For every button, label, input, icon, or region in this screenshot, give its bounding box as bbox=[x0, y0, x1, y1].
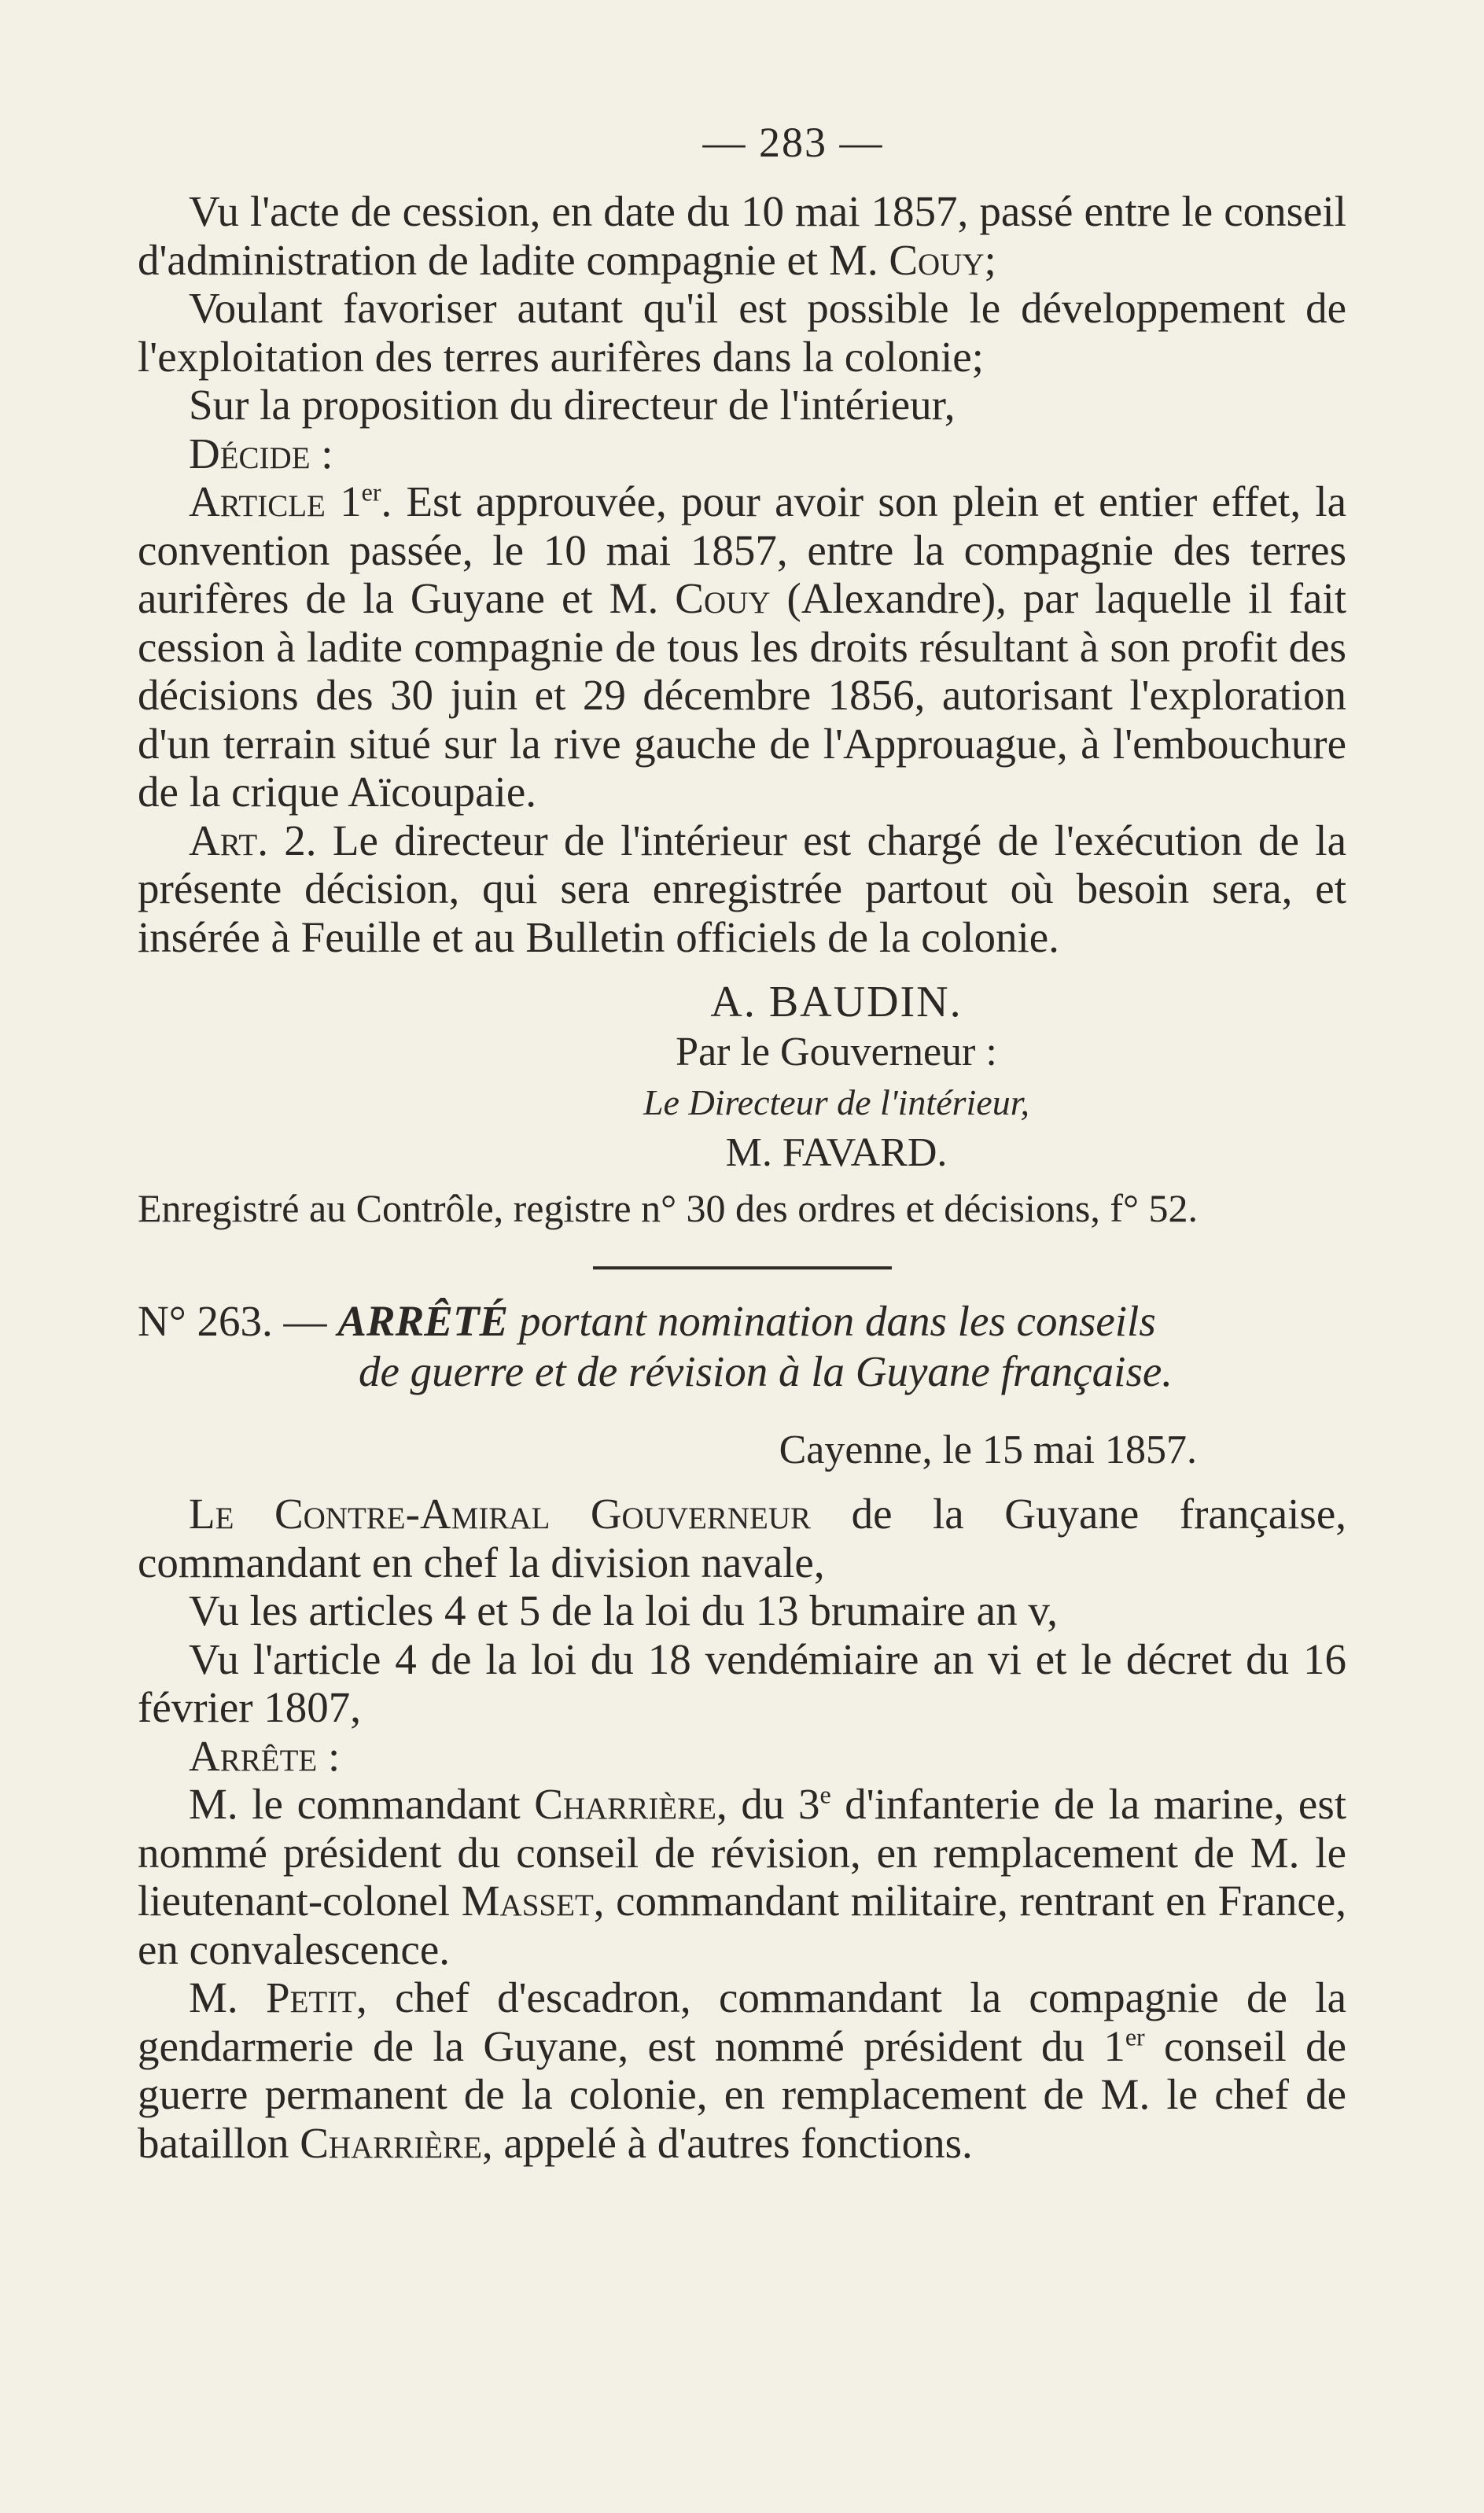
section-divider bbox=[593, 1266, 892, 1269]
person-name: Couy bbox=[675, 574, 771, 622]
paragraph-proposition: Sur la proposition du directeur de l'intérieur, bbox=[189, 381, 956, 429]
registration-note: Enregistré au Contrôle, registre n° 30 des ordres et décisions, f° 52. bbox=[138, 1186, 1198, 1230]
person-name: Charrière bbox=[300, 2118, 482, 2167]
paragraph-cession: Vu l'acte de cession, en date du 10 mai 1857, passé entre le conseil d'administration de ladite compagnie et M. Couy; bbox=[138, 187, 1346, 284]
paragraph-nomination-2: M. Petit, chef d'escadron, commandant la compagnie de la gendarmerie de la Guyane, est nommé président du 1er conseil de guerre permanent de la colonie, en remplacement de M. le chef de bataillon Charrière, appelé à d'autres fonctions. bbox=[138, 1973, 1347, 2167]
document-page bbox=[138, 118, 1346, 2167]
person-name: Charrière bbox=[534, 1780, 716, 1828]
page-number: — 283 — bbox=[702, 119, 884, 166]
paragraph-nomination-1: M. le commandant Charrière, du 3e d'infanterie de la marine, est nommé président du conseil de révision, en remplacement de M. le lieutenant-colonel Masset, commandant militaire, rentrant en France, en convalescence. bbox=[138, 1780, 1347, 1973]
paragraph-vu-articles: Vu les articles 4 et 5 de la loi du 13 brumaire an v, bbox=[189, 1586, 1059, 1634]
person-name: Couy bbox=[889, 235, 985, 284]
paragraph-vu-article4: Vu l'article 4 de la loi du 18 vendémiaire an vi et le décret du 16 février 1807, bbox=[138, 1634, 1346, 1731]
signature-par: Par le Gouverneur : bbox=[676, 1030, 997, 1074]
decide-label: Décide : bbox=[189, 429, 333, 477]
signature-governor: A. BAUDIN. bbox=[710, 978, 963, 1026]
article-2: Art. 2. Le directeur de l'intérieur est chargé de l'exécution de la présente décision, qui sera enregistrée partout où besoin sera, et insérée à Feuille et au Bulletin officiels de la colonie. bbox=[138, 816, 1346, 961]
signature-director-name: M. FAVARD. bbox=[725, 1130, 948, 1175]
section-heading: N° 263. — ARRÊTÉ portant nomination dans les conseils de guerre et de révision à la Guyane française. bbox=[138, 1297, 1173, 1395]
article-1: Article 1er. Est approuvée, pour avoir son plein et entier effet, la convention passée, le 10 mai 1857, entre la compagnie des terres aurifères de la Guyane et M. Couy (Alexandre), par laquelle il fait cession à ladite compagnie de tous les droits résultant à son profit des décisions des 30 juin et 29 décembre 1856, autorisant l'exploration d'un terrain situé sur la rive gauche de l'Approuague, à l'embouchure de la crique Aïcoupaie. bbox=[138, 477, 1347, 816]
paragraph-intro: Le Contre-Amiral Gouverneur de la Guyane française, commandant en chef la division navale, bbox=[138, 1490, 1346, 1586]
person-name: Petit bbox=[265, 1973, 357, 2021]
paragraph-voulant: Voulant favoriser autant qu'il est possible le développement de l'exploitation des terres aurifères dans la colonie; bbox=[138, 284, 1346, 381]
arrete-label: Arrête : bbox=[189, 1731, 341, 1780]
place-date: Cayenne, le 15 mai 1857. bbox=[779, 1428, 1197, 1472]
person-name: Masset bbox=[461, 1877, 594, 1925]
signature-director-title: Le Directeur de l'intérieur, bbox=[643, 1082, 1030, 1122]
